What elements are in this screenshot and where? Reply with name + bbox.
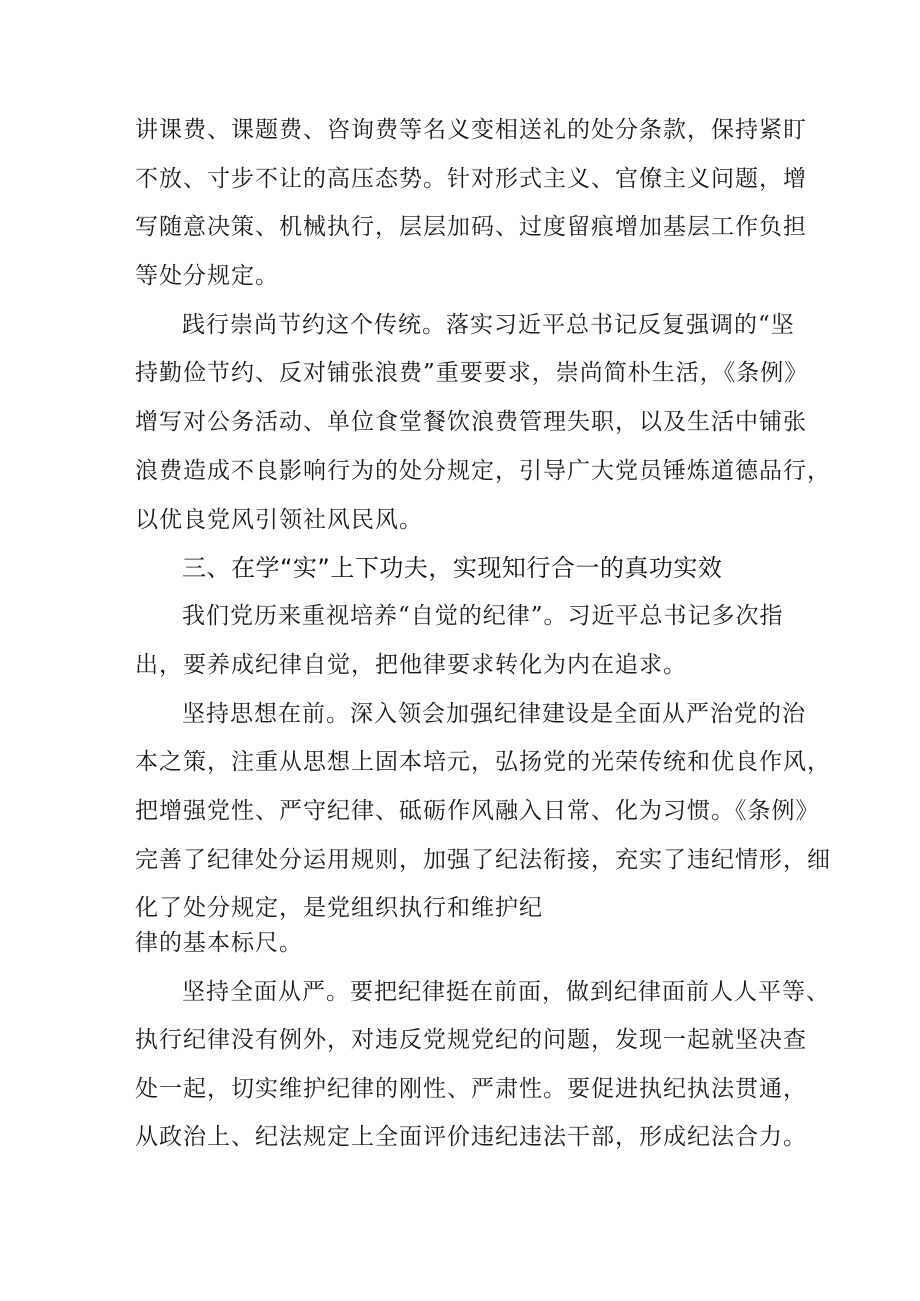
paragraph-line: 律的基本标尺。 <box>135 930 303 956</box>
paragraph-line: 践行崇尚节约这个传统。落实习近平总书记反复强调的“坚 <box>182 312 795 338</box>
paragraph-line: 浪费造成不良影响行为的处分规定，引导广大党员锤炼道德品行， <box>135 458 831 484</box>
paragraph-line: 化了处分规定，是党组织执行和维护纪 <box>135 895 543 921</box>
paragraph-line: 本之策，注重从思想上固本培元，弘扬党的光荣传统和优良作风， <box>135 749 831 775</box>
paragraph-line: 执行纪律没有例外，对违反党规党纪的问题，发现一起就坚决查 <box>135 1027 807 1053</box>
paragraph-line: 不放、寸步不让的高压态势。针对形式主义、官僚主义问题，增 <box>135 166 807 192</box>
paragraph-line: 从政治上、纪法规定上全面评价违纪违法干部，形成纪法合力。 <box>135 1124 807 1150</box>
paragraph-line: 写随意决策、机械执行，层层加码、过度留痕增加基层工作负担 <box>135 214 807 240</box>
paragraph-line: 出，要养成纪律自觉，把他律要求转化为内在追求。 <box>135 652 687 678</box>
paragraph-line: 把增强党性、严守纪律、砥砺作风融入日常、化为习惯。《条例》 <box>135 798 820 824</box>
paragraph-line: 坚持思想在前。深入领会加强纪律建设是全面从严治党的治 <box>182 701 806 727</box>
paragraph-line: 处一起，切实维护纪律的刚性、严肃性。要促进执纪执法贯通， <box>135 1076 807 1102</box>
paragraph-line: 以优良党风引领社风民风。 <box>135 507 423 533</box>
paragraph-line: 坚持全面从严。要把纪律挺在前面，做到纪律面前人人平等、 <box>182 979 830 1005</box>
section-heading: 三、在学“实”上下功夫，实现知行合一的真功实效 <box>182 554 723 582</box>
paragraph-line: 等处分规定。 <box>135 263 279 289</box>
paragraph-line: 讲课费、课题费、咨询费等名义变相送礼的处分条款，保持紧盯 <box>135 117 807 143</box>
paragraph-line: 增写对公务活动、单位食堂餐饮浪费管理失职，以及生活中铺张 <box>135 409 807 435</box>
paragraph-line: 持勤俭节约、反对铺张浪费”重要要求，崇尚简朴生活，《条例》 <box>135 360 809 386</box>
paragraph-line: 完善了纪律处分运用规则，加强了纪法衔接，充实了违纪情形，细 <box>135 847 831 873</box>
paragraph-line: 我们党历来重视培养“自觉的纪律”。习近平总书记多次指 <box>182 603 784 629</box>
